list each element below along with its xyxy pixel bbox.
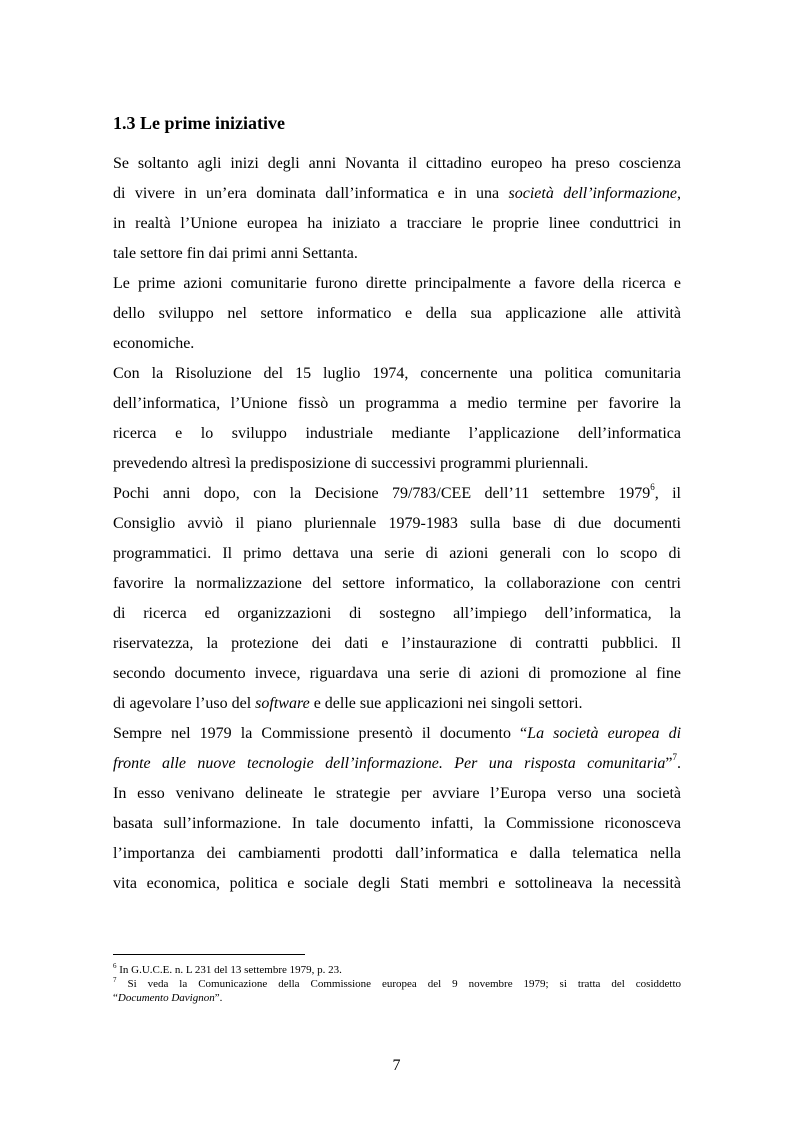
text-line [113, 299, 681, 329]
text-line [113, 179, 681, 209]
text-line [113, 329, 681, 359]
italic-title: fronte alle nuove tecnologie dell’informazione. Per una risposta comunitaria [113, 755, 666, 772]
text-line [113, 749, 681, 779]
text-run: di agevolare l’uso del [113, 695, 256, 712]
footnote-separator [113, 954, 305, 955]
text-line [113, 509, 681, 539]
text-line [113, 539, 681, 569]
footnote-ref[interactable]: 6 [650, 482, 655, 492]
text-run: l’importanza dei cambiamenti prodotti dall’informatica e dalla telematica nella [113, 845, 681, 862]
text-line [113, 779, 681, 809]
italic-title: La società europea di [527, 725, 681, 742]
text-line [113, 239, 681, 269]
page-number: 7 [392, 1057, 401, 1074]
text-run: , il [654, 485, 681, 502]
text-line [113, 629, 681, 659]
text-run: prevedendo altresì la predisposizione di successivi programmi pluriennali. [113, 455, 589, 472]
text-run: programmatici. Il primo dettava una serie di azioni generali con lo scopo di [113, 545, 681, 562]
text-line [113, 689, 681, 719]
footnote-6 [113, 963, 681, 977]
text-line [113, 419, 681, 449]
text-run: di ricerca ed organizzazioni di sostegno all’impiego dell’informatica, la [113, 605, 681, 622]
text-line [113, 209, 681, 239]
text-line [113, 449, 681, 479]
text-run: e delle sue applicazioni nei singoli settori. [309, 695, 583, 712]
italic-term: software [255, 695, 310, 712]
footnote-number: 7 [113, 977, 117, 984]
text-line [113, 719, 681, 749]
text-run: Con la Risoluzione del 15 luglio 1974, concernente una politica comunitaria [113, 365, 681, 382]
text-line [113, 389, 681, 419]
footnote-italic: Documento Davignon [117, 992, 215, 1004]
text-run: Sempre nel 1979 la Commissione presentò il documento “ [113, 725, 528, 742]
text-run: Pochi anni dopo, con la Decisione 79/783/CEE dell’11 settembre 1979 [113, 485, 651, 502]
text-line [113, 569, 681, 599]
text-run: di vivere in un’era dominata dall’informatica e in una [113, 185, 509, 202]
footnote-7 [113, 977, 681, 991]
footnote-ref[interactable]: 7 [672, 752, 677, 762]
text-line [113, 359, 681, 389]
text-run: dello sviluppo nel settore informatico e della sua applicazione alle attività [113, 305, 681, 322]
text-run: Se soltanto agli inizi degli anni Novanta il cittadino europeo ha preso coscienza [113, 155, 681, 172]
text-run: ” [665, 755, 673, 772]
footnote-text: Si veda la Comunicazione della Commissione europea del 9 novembre 1979; si tratta del cosiddetto [116, 978, 681, 990]
italic-term: società dell’informazione [508, 185, 677, 202]
text-run: ricerca e lo sviluppo industriale mediante l’applicazione dell’informatica [113, 425, 681, 442]
text-run: basata sull’informazione. In tale documento infatti, la Commissione riconosceva [113, 815, 681, 832]
footnote-text: ”. [214, 992, 223, 1004]
footnotes [113, 963, 681, 1005]
text-line [113, 269, 681, 299]
body-text [113, 149, 681, 899]
text-run: favorire la normalizzazione del settore informatico, la collaborazione con centri [113, 575, 681, 592]
text-run: Le prime azioni comunitarie furono dirette principalmente a favore della ricerca e [113, 275, 681, 292]
footnote-text: In G.U.C.E. n. L 231 del 13 settembre 1979, p. 23. [116, 964, 342, 976]
text-line [113, 599, 681, 629]
text-line [113, 659, 681, 689]
footnote-text: “ [113, 992, 118, 1004]
text-run: in realtà l’Unione europea ha iniziato a tracciare le proprie linee conduttrici in [113, 215, 681, 232]
text-line [113, 479, 681, 509]
text-run: In esso venivano delineate le strategie per avviare l’Europa verso una società [113, 785, 681, 802]
text-run: riservatezza, la protezione dei dati e l’instaurazione di contratti pubblici. Il [113, 635, 681, 652]
text-line [113, 809, 681, 839]
text-run: secondo documento invece, riguardava una serie di azioni di promozione al fine [113, 665, 681, 682]
footnote-number: 6 [113, 963, 117, 970]
text-run: Consiglio avviò il piano pluriennale 1979-1983 sulla base di due documenti [113, 515, 681, 532]
text-run: , [677, 185, 681, 202]
text-run: dell’informatica, l’Unione fissò un programma a medio termine per favorire la [113, 395, 681, 412]
text-run: vita economica, politica e sociale degli Stati membri e sottolineava la necessità [113, 875, 681, 892]
text-line [113, 149, 681, 179]
text-run: economiche. [113, 335, 195, 352]
text-line [113, 839, 681, 869]
text-run: tale settore fin dai primi anni Settanta. [113, 245, 358, 262]
section-heading: 1.3 Le prime iniziative [113, 113, 285, 133]
footnote-7-continued [113, 991, 681, 1005]
text-run: . [677, 755, 681, 772]
text-line [113, 869, 681, 899]
